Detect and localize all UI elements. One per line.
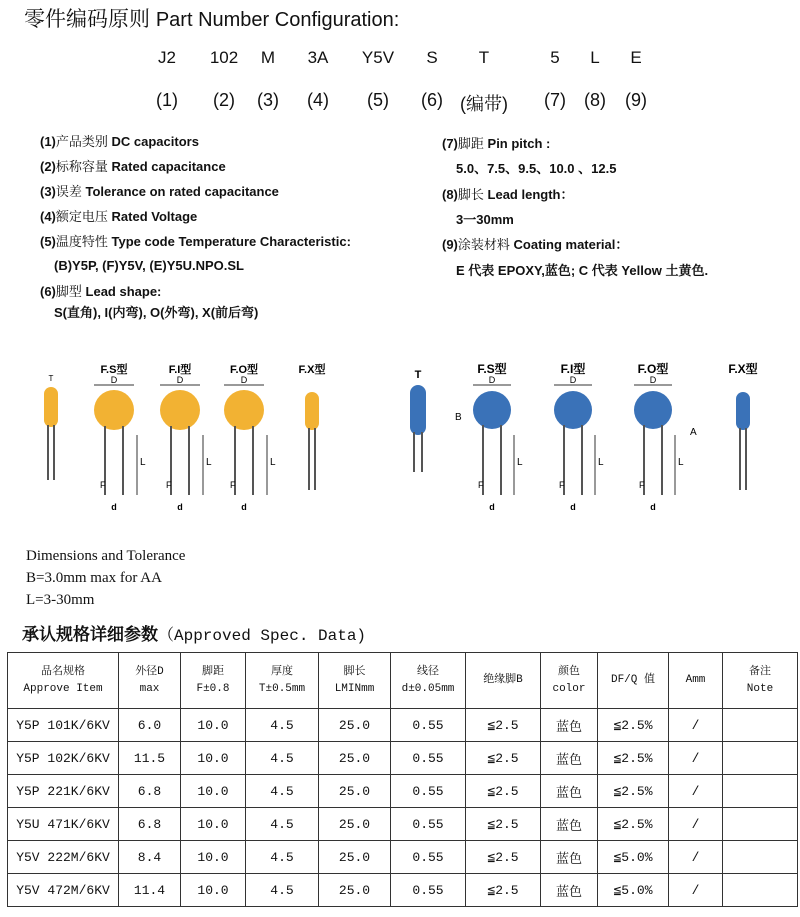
table-cell: 0.55 [391, 874, 466, 907]
column-header [669, 653, 723, 709]
table-cell [723, 775, 798, 808]
spec-item [40, 181, 279, 200]
dim-letter-f: F [230, 480, 236, 490]
spec-cn: 脚长 [457, 187, 484, 202]
spec-item [442, 184, 573, 203]
lead-diagram [728, 361, 757, 490]
spec-item [456, 158, 616, 177]
table-cell: 6.0 [119, 709, 181, 742]
dim-letter-small-d: d [489, 502, 495, 512]
dim-letter-f: F [166, 480, 172, 490]
header-cn: 绝缘脚B [483, 674, 523, 686]
dim-letter-f: F [559, 480, 565, 490]
dimensions-heading: Dimensions and Tolerance [26, 548, 186, 564]
header-cn: Amm [685, 674, 706, 686]
diagram-label: F.S型 [100, 364, 128, 376]
dim-letter-f: F [639, 480, 645, 490]
table-cell: / [669, 775, 723, 808]
table-cell: 蓝色 [541, 742, 598, 775]
diagram-label: F.O型 [637, 362, 669, 376]
part-code-segment: Y5V [361, 48, 395, 67]
dim-letter-small-d: d [241, 502, 247, 512]
spec-en: Rated capacitance [107, 159, 226, 174]
spec-num: (9) [442, 237, 458, 252]
header-cn: 厚度 [271, 665, 293, 678]
spec-table [7, 652, 798, 907]
part-code-index: (9) [625, 90, 647, 110]
spec-item [40, 281, 161, 300]
table-cell: 25.0 [319, 775, 391, 808]
header-en: F±0.8 [196, 682, 230, 695]
table-cell: Y5U 471K/6KV [8, 808, 119, 841]
spec-item [456, 260, 708, 279]
spec-en: Tolerance on rated capacitance [81, 184, 279, 199]
header-cn: 颜色 [558, 665, 580, 678]
table-cell [723, 874, 798, 907]
column-header [246, 653, 319, 709]
dim-letter-l: L [678, 457, 684, 468]
table-cell: ≦2.5 [466, 709, 541, 742]
lead-diagram [224, 362, 276, 512]
table-cell: 0.55 [391, 841, 466, 874]
table-cell: ≦2.5 [466, 775, 541, 808]
capacitor-body-side [736, 392, 750, 430]
table-cell: / [669, 808, 723, 841]
table-cell: ≦2.5 [466, 808, 541, 841]
column-header [541, 653, 598, 709]
part-code-segment: 102 [209, 48, 239, 67]
part-code-index: (7) [544, 90, 566, 110]
spec-num: (2) [40, 159, 56, 174]
dim-letter-d: D [569, 375, 577, 385]
table-cell [723, 808, 798, 841]
column-header [723, 653, 798, 709]
dim-letter-l: L [270, 457, 276, 468]
part-code-index: (5) [367, 90, 389, 110]
spec-cn: 脚型 [55, 284, 82, 299]
capacitor-body [634, 391, 672, 429]
table-cell: ≦2.5% [598, 808, 669, 841]
spec-en: Lead shape: [81, 284, 162, 299]
dim-letter-l: L [206, 457, 212, 468]
table-cell: 4.5 [246, 808, 319, 841]
header-en: Note [746, 682, 774, 695]
table-header-row [8, 653, 798, 709]
table-cell: Y5V 472M/6KV [8, 874, 119, 907]
dim-letter-d: D [240, 375, 248, 385]
dim-letter-l: L [140, 457, 146, 468]
diagram-label: F.I型 [560, 362, 586, 376]
table-cell: 0.55 [391, 709, 466, 742]
table-cell: ≦2.5% [598, 775, 669, 808]
part-code-segment: L [590, 48, 600, 67]
part-code-segment: E [630, 48, 642, 67]
spec-en: 5.0、7.5、9.5、10.0 、12.5 [456, 161, 617, 176]
spec-en: E 代表 EPOXY,蓝色; C 代表 Yellow 土黄色. [456, 263, 709, 278]
table-cell: 10.0 [181, 775, 246, 808]
table-cell: Y5V 222M/6KV [8, 841, 119, 874]
capacitor-body [94, 390, 134, 430]
table-cell: 25.0 [319, 808, 391, 841]
table-cell: 蓝色 [541, 874, 598, 907]
table-cell: 10.0 [181, 709, 246, 742]
table-cell: / [669, 742, 723, 775]
spec-cn: 标称容量 [55, 159, 108, 174]
table-cell: 4.5 [246, 775, 319, 808]
part-code-segment: J2 [158, 48, 176, 67]
header-cn: 脚长 [343, 665, 366, 678]
header-en: T±0.5mm [258, 682, 306, 695]
table-cell: 4.5 [246, 874, 319, 907]
lead-diagram [94, 362, 146, 512]
title-cn: 零件编码原则 [24, 8, 150, 31]
header-cn: 线径 [417, 665, 439, 678]
diagram-label: F.S型 [477, 362, 507, 376]
spec-num: (3) [40, 184, 56, 199]
dim-letter-d: D [110, 375, 118, 385]
spec-en: S(直角), I(内弯), O(外弯), X(前后弯) [54, 305, 259, 320]
blue-lead-diagrams [395, 350, 775, 512]
table-cell: 蓝色 [541, 841, 598, 874]
table-cell: / [669, 709, 723, 742]
dim-letter-small-d: d [111, 502, 117, 512]
part-code-index: (4) [307, 90, 329, 110]
table-cell [723, 709, 798, 742]
spec-item [40, 206, 197, 225]
table-cell: ≦5.0% [598, 841, 669, 874]
spec-item [54, 302, 258, 321]
table-cell [723, 742, 798, 775]
table-cell: 25.0 [319, 841, 391, 874]
spec-num: (7) [442, 136, 458, 151]
spec-num: (1) [40, 134, 56, 149]
spec-num: (8) [442, 187, 458, 202]
table-cell: ≦2.5 [466, 874, 541, 907]
table-row [8, 709, 798, 742]
dim-letter-b: B [455, 412, 462, 423]
approved-spec-heading [22, 620, 366, 645]
table-cell: / [669, 874, 723, 907]
table-cell: 6.8 [119, 808, 181, 841]
table-cell: 10.0 [181, 874, 246, 907]
table-cell: 蓝色 [541, 808, 598, 841]
header-cn: 外径D [135, 665, 164, 678]
dim-letter-a: A [690, 427, 697, 438]
part-code-index: (8) [584, 90, 606, 110]
spec-item [442, 133, 550, 152]
dim-letter-l: L [598, 457, 604, 468]
dimension-l: L=3-30mm [26, 592, 95, 608]
spec-item [54, 258, 244, 273]
dim-letter-f: F [478, 480, 484, 490]
spec-item [40, 231, 351, 250]
spec-en: Rated Voltage [107, 209, 198, 224]
part-code-segment: T [478, 48, 490, 67]
spec-item [40, 131, 199, 150]
spec-cn: 脚距 [457, 136, 484, 151]
spec-en: Coating material： [509, 237, 629, 252]
table-cell: 0.55 [391, 775, 466, 808]
spec-en: DC capacitors [107, 134, 199, 149]
header-en: d±0.05mm [401, 682, 455, 695]
dim-letter-f: F [100, 480, 106, 490]
capacitor-body [160, 390, 200, 430]
dim-letter-l: L [517, 457, 523, 468]
table-cell: 8.4 [119, 841, 181, 874]
spec-cn: 误差 [55, 184, 82, 199]
dim-letter-d: D [649, 375, 657, 385]
column-header [598, 653, 669, 709]
capacitor-side-view [410, 385, 426, 435]
capacitor-body [473, 391, 511, 429]
column-header [391, 653, 466, 709]
table-cell: ≦2.5 [466, 841, 541, 874]
table-cell: 11.4 [119, 874, 181, 907]
dim-letter-small-d: d [177, 502, 183, 512]
diagram-label: F.I型 [168, 364, 192, 376]
part-code-segment: M [260, 48, 276, 67]
table-cell: 25.0 [319, 742, 391, 775]
table-cell: / [669, 841, 723, 874]
spec-cn: 产品类别 [55, 134, 108, 149]
part-code-index: (3) [257, 90, 279, 110]
diagram-label: F.X型 [728, 362, 758, 376]
spec-cn: 额定电压 [55, 209, 108, 224]
capacitor-body [224, 390, 264, 430]
spec-cn: 涂装材料 [457, 237, 510, 252]
spec-en: Lead length： [483, 187, 574, 202]
part-code-index: (1) [156, 90, 178, 110]
lead-diagram [160, 362, 212, 512]
diagram-label: F.X型 [298, 364, 326, 376]
dim-letter-small-d: d [570, 502, 576, 512]
table-cell: 10.0 [181, 742, 246, 775]
capacitor-body-side [305, 392, 319, 430]
spec-num: (6) [40, 284, 56, 299]
dim-letter-t: T [414, 369, 422, 381]
table-row [8, 874, 798, 907]
table-row [8, 808, 798, 841]
header-cn: DF/Q 值 [610, 674, 655, 686]
spec-en: Type code Temperature Characteristic: [107, 234, 351, 249]
part-code-index: (2) [213, 90, 235, 110]
table-cell: 蓝色 [541, 775, 598, 808]
spec-item [40, 156, 226, 175]
spec-num: (4) [40, 209, 56, 224]
table-cell: Y5P 101K/6KV [8, 709, 119, 742]
part-code-index: (6) [421, 90, 443, 110]
spec-item [442, 234, 628, 253]
table-cell: 6.8 [119, 775, 181, 808]
spec-num: (5) [40, 234, 56, 249]
dim-letter-small-d: d [650, 502, 656, 512]
dimensions-note [26, 545, 185, 611]
lead-diagram [473, 361, 523, 512]
header-en: max [139, 682, 160, 695]
header-cn: 备注 [749, 665, 771, 678]
table-row [8, 841, 798, 874]
table-cell: 10.0 [181, 841, 246, 874]
table-cell: 25.0 [319, 709, 391, 742]
column-header [319, 653, 391, 709]
part-code-segment: 3A [307, 48, 329, 67]
column-header [466, 653, 541, 709]
header-en: color [552, 682, 586, 695]
dimension-b: B=3.0mm max for AA [26, 570, 162, 586]
dim-letter-t: T [48, 374, 54, 383]
table-cell: 25.0 [319, 874, 391, 907]
table-cell: Y5P 221K/6KV [8, 775, 119, 808]
part-code-index: (编带) [460, 94, 508, 114]
spec-en: 3一30mm [456, 212, 514, 227]
dim-letter-d: D [488, 375, 496, 385]
table-cell: ≦2.5 [466, 742, 541, 775]
approved-cn: 承认规格详细参数 [22, 625, 158, 644]
header-cn: 脚距 [202, 665, 224, 678]
table-cell [723, 841, 798, 874]
page-title [24, 3, 399, 33]
table-cell: 4.5 [246, 841, 319, 874]
lead-diagram [299, 362, 326, 490]
part-code-segment: S [426, 48, 438, 67]
spec-cn: 温度特性 [55, 234, 108, 249]
capacitor-side-view [44, 387, 58, 427]
table-row [8, 775, 798, 808]
dim-letter-d: D [176, 375, 184, 385]
table-cell: ≦2.5% [598, 709, 669, 742]
table-cell: 4.5 [246, 742, 319, 775]
lead-diagram [554, 361, 604, 512]
diagram-label: F.O型 [229, 364, 259, 376]
yellow-lead-diagrams [30, 355, 360, 512]
column-header [8, 653, 119, 709]
table-cell: 4.5 [246, 709, 319, 742]
table-cell: Y5P 102K/6KV [8, 742, 119, 775]
approved-en: （Approved Spec. Data) [158, 627, 367, 645]
table-cell: 0.55 [391, 742, 466, 775]
title-en: Part Number Configuration: [155, 9, 400, 31]
table-cell: 10.0 [181, 808, 246, 841]
capacitor-body [554, 391, 592, 429]
lead-diagram [634, 361, 684, 512]
header-cn: 品名规格 [41, 665, 85, 678]
spec-item [456, 209, 514, 228]
column-header [119, 653, 181, 709]
part-code-segment: 5 [550, 48, 560, 67]
column-header [181, 653, 246, 709]
table-cell: 0.55 [391, 808, 466, 841]
table-cell: ≦5.0% [598, 874, 669, 907]
table-row [8, 742, 798, 775]
header-en: Approve Item [23, 682, 103, 695]
table-cell: ≦2.5% [598, 742, 669, 775]
table-cell: 蓝色 [541, 709, 598, 742]
table-cell: 11.5 [119, 742, 181, 775]
spec-en: (B)Y5P, (F)Y5V, (E)Y5U.NPO.SL [54, 258, 244, 273]
header-en: LMINmm [334, 682, 375, 695]
spec-en: Pin pitch : [483, 136, 551, 151]
